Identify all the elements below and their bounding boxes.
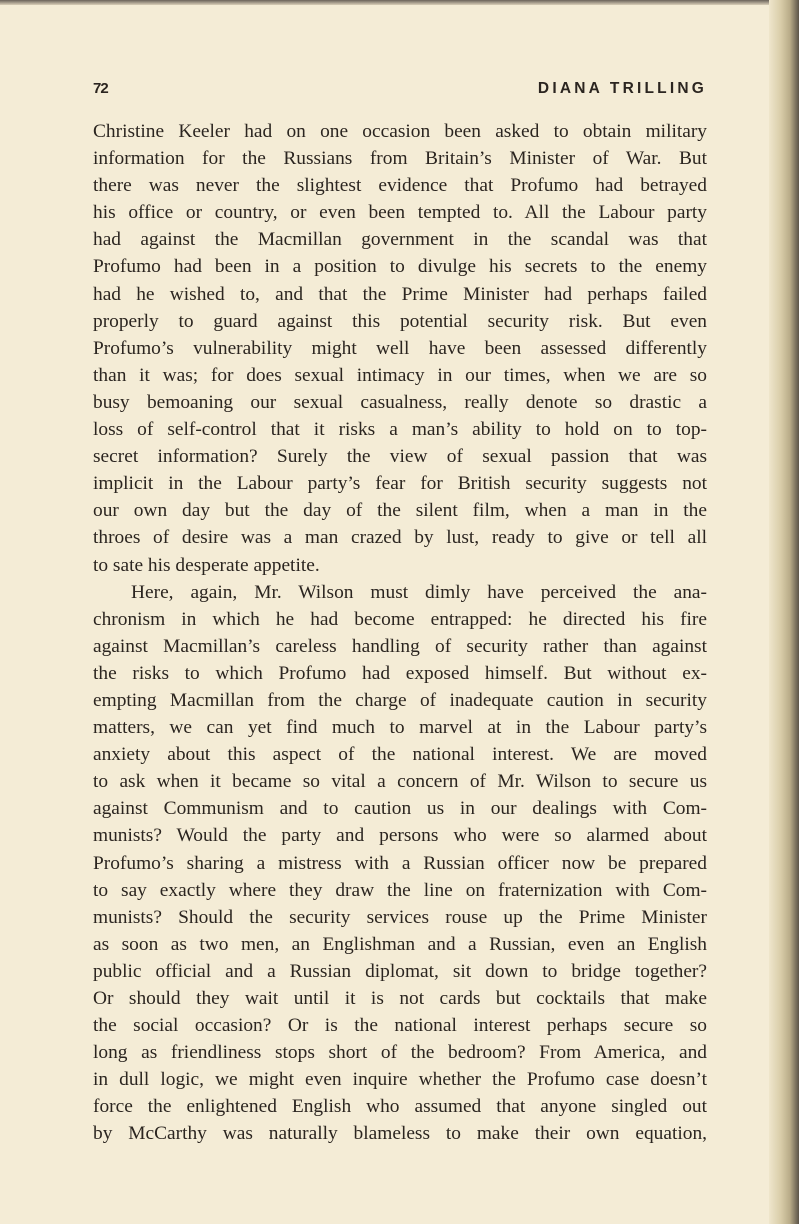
text-line: implicit in the Labour party’s fear for British security suggests not bbox=[93, 473, 707, 495]
text-line: against Macmillan’s careless handling of security rather than against bbox=[93, 635, 707, 657]
text-line: throes of desire was a man crazed by lust, ready to give or tell all bbox=[93, 527, 707, 549]
page-header bbox=[93, 80, 707, 104]
text-line: in dull logic, we might even inquire whether the Profumo case doesn’t bbox=[93, 1069, 707, 1091]
page-number: 72 bbox=[93, 80, 108, 97]
page-top-edge bbox=[0, 0, 799, 5]
paragraph bbox=[93, 118, 707, 579]
text-line: properly to guard against this potential security risk. But even bbox=[93, 310, 707, 332]
running-head: DIANA TRILLING bbox=[537, 80, 707, 97]
text-line: than it was; for does sexual intimacy in our times, when we are so bbox=[93, 364, 707, 386]
text-line: loss of self-control that it risks a man’s ability to hold on to top- bbox=[93, 419, 707, 441]
text-line: Here, again, Mr. Wilson must dimly have perceived the ana- bbox=[131, 581, 707, 603]
text-line: against Communism and to caution us in our dealings with Com- bbox=[93, 798, 707, 820]
text-line: munists? Should the security services rouse up the Prime Minister bbox=[93, 906, 707, 928]
text-line: Profumo had been in a position to divulge his secrets to the enemy bbox=[93, 256, 707, 278]
text-line: our own day but the day of the silent film, when a man in the bbox=[93, 500, 707, 522]
text-line: chronism in which he had become entrapped: he directed his fire bbox=[93, 608, 707, 630]
text-line: matters, we can yet find much to marvel at in the Labour party’s bbox=[93, 717, 707, 739]
text-line: by McCarthy was naturally blameless to make their own equation, bbox=[93, 1123, 707, 1145]
text-line: empting Macmillan from the charge of inadequate caution in security bbox=[93, 689, 707, 711]
text-line: had he wished to, and that the Prime Minister had perhaps failed bbox=[93, 283, 707, 305]
text-line: the social occasion? Or is the national interest perhaps secure so bbox=[93, 1015, 707, 1037]
text-line: to sate his desperate appetite. bbox=[93, 554, 320, 576]
text-line: had against the Macmillan government in the scandal was that bbox=[93, 229, 707, 251]
text-line: there was never the slightest evidence that Profumo had betrayed bbox=[93, 175, 707, 197]
text-line: long as friendliness stops short of the bedroom? From America, and bbox=[93, 1042, 707, 1064]
text-line: to say exactly where they draw the line on fraternization with Com- bbox=[93, 879, 707, 901]
text-line: Christine Keeler had on one occasion been asked to obtain military bbox=[93, 121, 707, 142]
text-line: munists? Would the party and persons who were so alarmed about bbox=[93, 825, 707, 847]
book-binding-shadow bbox=[769, 0, 799, 1224]
text-line: Profumo’s sharing a mistress with a Russian officer now be prepared bbox=[93, 852, 707, 874]
text-line: as soon as two men, an Englishman and a Russian, even an English bbox=[93, 933, 707, 955]
paragraph bbox=[93, 579, 707, 1148]
text-line: the risks to which Profumo had exposed himself. But without ex- bbox=[93, 662, 707, 684]
text-line: secret information? Surely the view of sexual passion that was bbox=[93, 446, 707, 468]
body-text bbox=[93, 118, 707, 1148]
text-line: force the enlightened English who assumed that anyone singled out bbox=[93, 1096, 707, 1118]
text-line: public official and a Russian diplomat, sit down to bridge together? bbox=[93, 960, 707, 982]
text-line: to ask when it became so vital a concern of Mr. Wilson to secure us bbox=[93, 771, 707, 793]
text-line: Profumo’s vulnerability might well have been assessed differently bbox=[93, 337, 707, 359]
text-line: Or should they wait until it is not cards but cocktails that make bbox=[93, 988, 707, 1009]
text-line: information for the Russians from Britain’s Minister of War. But bbox=[93, 148, 707, 170]
text-line: his office or country, or even been tempted to. All the Labour party bbox=[93, 202, 707, 224]
text-line: anxiety about this aspect of the national interest. We are moved bbox=[93, 744, 707, 766]
text-line: busy bemoaning our sexual casualness, really denote so drastic a bbox=[93, 391, 707, 413]
